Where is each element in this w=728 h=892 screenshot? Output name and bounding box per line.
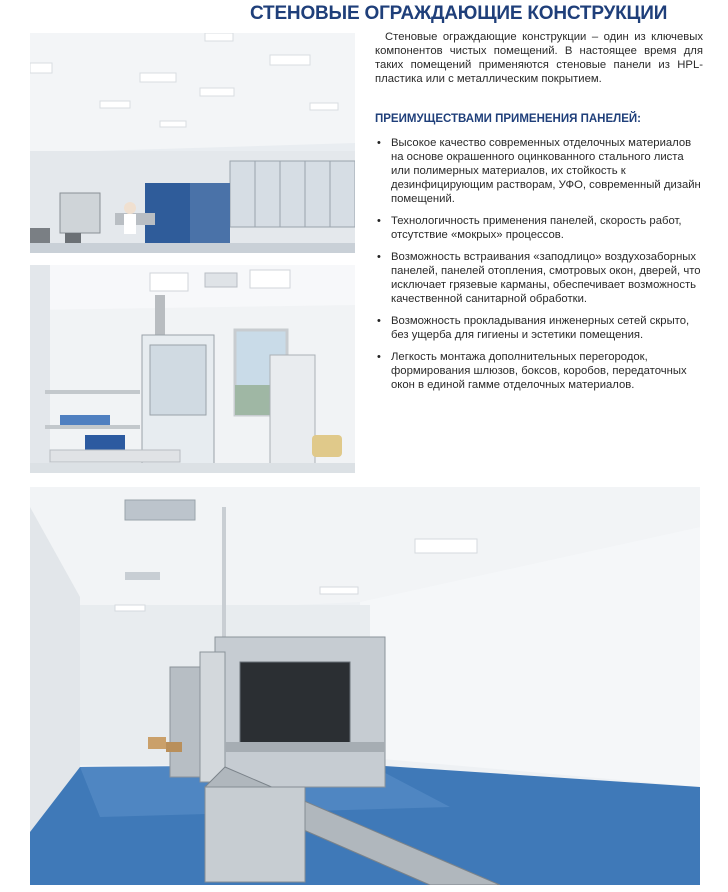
- page-title: СТЕНОВЫЕ ОГРАЖДАЮЩИЕ КОНСТРУКЦИИ: [250, 3, 668, 24]
- bullet-icon: •: [377, 137, 381, 149]
- list-item-text: Технологичность применения панелей, скорость работ, отсутствие «мокрых» процессов.: [391, 215, 682, 241]
- list-item-text: Возможность прокладывания инженерных сетей скрыто, без ущерба для гигиены и эстетики помещения.: [391, 315, 690, 341]
- list-item-text: Высокое качество современных отделочных материалов на основе окрашенного оцинкованного стального листа или полимерных материалов, их стойкость к дезинфицирующим растворам, УФО, современный дизайн помещений.: [391, 137, 701, 205]
- list-item: [376, 314, 704, 342]
- bullet-icon: •: [377, 251, 381, 263]
- list-item-text: Легкость монтажа дополнительных перегородок, формирования шлюзов, боксов, коробов, передаточных окон в единой гамме отделочных материалов.: [391, 351, 687, 391]
- intro-paragraph: Стеновые ограждающие конструкции – один из ключевых компонентов чистых помещений. В настоящее время для таких помещений применяются стеновые панели из HPL-пластика или с металлическим покрытием.: [375, 31, 703, 85]
- list-item: [376, 350, 704, 392]
- list-item: [376, 250, 704, 306]
- bullet-icon: •: [377, 215, 381, 227]
- production-line-photo: [30, 487, 700, 885]
- list-item: [376, 136, 704, 206]
- cleanroom-hood-photo: [30, 265, 355, 473]
- bullet-icon: •: [377, 315, 381, 327]
- list-item-text: Возможность встраивания «заподлицо» воздухозаборных панелей, панелей отопления, смотровых окон, дверей, что исключает грязевые карманы, обеспечивает возможность качественной санитарной обработки.: [391, 251, 701, 305]
- bullet-icon: •: [377, 351, 381, 363]
- cleanroom-lab-photo: [30, 33, 355, 253]
- advantages-list: [376, 136, 704, 400]
- advantages-heading: ПРЕИМУЩЕСТВАМИ ПРИМЕНЕНИЯ ПАНЕЛЕЙ:: [375, 113, 641, 125]
- list-item: [376, 214, 704, 242]
